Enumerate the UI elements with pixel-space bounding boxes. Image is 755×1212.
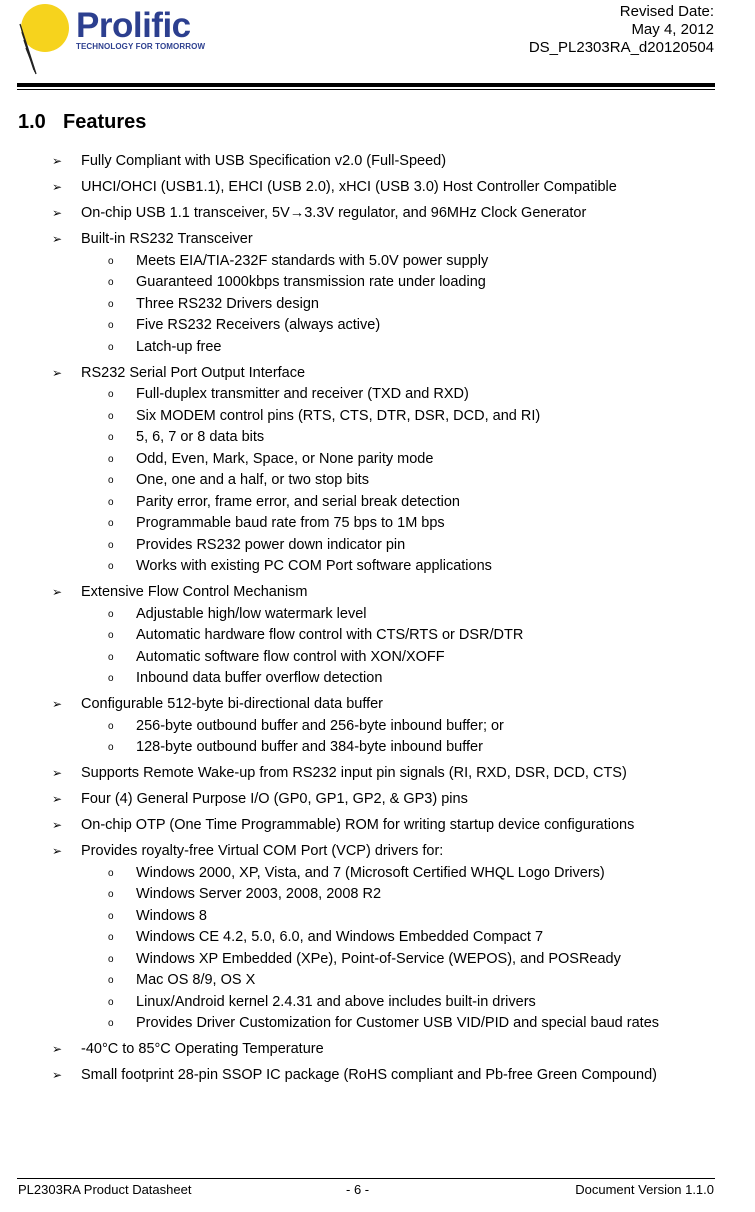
- section-title: Features: [63, 111, 147, 133]
- feature-subitem-text: Odd, Even, Mark, Space, or None parity mode: [136, 450, 434, 467]
- feature-subitem-text: Windows 8: [136, 907, 207, 924]
- feature-item: [0, 363, 755, 385]
- header-rule-thin: [17, 89, 715, 90]
- feature-subitem: [0, 716, 755, 738]
- circle-bullet-icon: o: [108, 996, 114, 1008]
- feature-text: On-chip OTP (One Time Programmable) ROM for writing startup device configurations: [81, 817, 635, 833]
- feature-subitem-text: Linux/Android kernel 2.4.31 and above includes built-in drivers: [136, 993, 536, 1010]
- feature-subitem-text: Provides Driver Customization for Customer USB VID/PID and special baud rates: [136, 1015, 660, 1031]
- feature-subitem-text: One, one and a half, or two stop bits: [136, 472, 369, 488]
- circle-bullet-icon: o: [108, 889, 114, 900]
- circle-bullet-icon: o: [108, 341, 114, 353]
- revised-date: May 4, 2012: [631, 21, 714, 38]
- footer-version: Document Version 1.1.0: [575, 1182, 714, 1197]
- footer-rule: [17, 1178, 715, 1179]
- feature-subitem-text: Provides RS232 power down indicator pin: [136, 536, 406, 553]
- feature-subitem-text: Three RS232 Drivers design: [136, 295, 319, 312]
- footer-page-number: - 6 -: [346, 1182, 370, 1197]
- circle-bullet-icon: o: [108, 389, 114, 400]
- feature-subitem-text: Windows CE 4.2, 5.0, 6.0, and Windows Embedded Compact 7: [136, 929, 544, 945]
- feature-subitem-text: 5, 6, 7 or 8 data bits: [136, 429, 265, 445]
- feature-subitem-text: 256-byte outbound buffer and 256-byte inbound buffer; or: [136, 717, 504, 734]
- arrowhead-bullet-icon: ➢: [52, 206, 63, 220]
- arrowhead-bullet-icon: ➢: [52, 1042, 63, 1056]
- arrowhead-bullet-icon: ➢: [52, 766, 63, 780]
- circle-bullet-icon: o: [108, 298, 114, 310]
- feature-subitem: [0, 737, 755, 759]
- section-number: 1.0: [18, 111, 46, 133]
- feature-subitem: [0, 470, 755, 492]
- feature-text: Four (4) General Purpose I/O (GP0, GP1, GP2, & GP3) pins: [81, 791, 468, 807]
- circle-bullet-icon: o: [108, 608, 114, 620]
- circle-bullet-icon: o: [108, 867, 114, 879]
- feature-item: [0, 151, 755, 173]
- footer-product: PL2303RA Product Datasheet: [18, 1182, 192, 1197]
- feature-item: [0, 582, 755, 604]
- circle-bullet-icon: o: [108, 453, 114, 465]
- arrowhead-bullet-icon: ➢: [52, 232, 63, 246]
- feature-text: Configurable 512-byte bi-directional data buffer: [81, 696, 384, 712]
- feature-subitem: [0, 272, 755, 294]
- feature-subitem-text: Programmable baud rate from 75 bps to 1M bps: [136, 515, 445, 531]
- revised-label: Revised Date:: [619, 3, 714, 20]
- feature-text: Supports Remote Wake-up from RS232 input pin signals (RI, RXD, DSR, DCD, CTS): [81, 765, 627, 781]
- section-heading: [18, 111, 146, 134]
- feature-subitem: [0, 251, 755, 273]
- arrowhead-bullet-icon: ➢: [52, 818, 63, 832]
- feature-subitem: [0, 884, 755, 906]
- feature-item: [0, 1065, 755, 1087]
- feature-subitem: [0, 427, 755, 449]
- feature-item: [0, 203, 755, 225]
- feature-subitem-text: Windows XP Embedded (XPe), Point-of-Service (WEPOS), and POSReady: [136, 950, 621, 967]
- feature-subitem-text: Guaranteed 1000kbps transmission rate under loading: [136, 274, 486, 290]
- document-id: DS_PL2303RA_d20120504: [528, 39, 714, 56]
- feature-subitem-text: Windows 2000, XP, Vista, and 7 (Microsoft Certified WHQL Logo Drivers): [136, 864, 605, 881]
- feature-subitem: [0, 863, 755, 885]
- arrowhead-bullet-icon: ➢: [52, 1068, 63, 1082]
- revision-block: [529, 3, 714, 57]
- circle-bullet-icon: o: [108, 720, 114, 732]
- feature-subitem: [0, 556, 755, 578]
- feature-subitem-text: Works with existing PC COM Port software applications: [136, 558, 492, 574]
- circle-bullet-icon: o: [108, 255, 114, 267]
- circle-bullet-icon: o: [108, 953, 114, 965]
- circle-bullet-icon: o: [108, 630, 114, 641]
- feature-item: [0, 815, 755, 837]
- feature-subitem-text: Inbound data buffer overflow detection: [136, 670, 383, 686]
- circle-bullet-icon: o: [108, 651, 114, 663]
- circle-bullet-icon: o: [108, 910, 114, 922]
- arrowhead-bullet-icon: ➢: [52, 792, 63, 806]
- arrowhead-bullet-icon: ➢: [52, 365, 63, 380]
- circle-bullet-icon: o: [108, 561, 114, 572]
- feature-item: [0, 229, 755, 251]
- feature-subitem-text: Automatic software flow control with XON/XOFF: [136, 648, 445, 665]
- feature-subitem: [0, 315, 755, 337]
- arrowhead-bullet-icon: ➢: [52, 154, 63, 168]
- feature-subitem: [0, 337, 755, 359]
- feature-item: [0, 789, 755, 811]
- feature-subitem: [0, 970, 755, 992]
- feature-text: Small footprint 28-pin SSOP IC package (RoHS compliant and Pb-free Green Compound): [81, 1067, 657, 1083]
- circle-bullet-icon: o: [108, 277, 114, 288]
- feature-subitem: [0, 625, 755, 647]
- feature-subitem-text: 128-byte outbound buffer and 384-byte inbound buffer: [136, 739, 483, 755]
- feature-subitem-text: Full-duplex transmitter and receiver (TXD and RXD): [136, 386, 469, 402]
- feature-subitem: [0, 449, 755, 471]
- feature-list: [0, 151, 755, 1091]
- feature-subitem: [0, 294, 755, 316]
- feature-subitem-text: Parity error, frame error, and serial break detection: [136, 493, 460, 510]
- prolific-logo: [18, 2, 218, 78]
- feature-text: Provides royalty-free Virtual COM Port (VCP) drivers for:: [81, 843, 444, 859]
- circle-bullet-icon: o: [108, 320, 114, 331]
- feature-item: [0, 1039, 755, 1061]
- feature-item: [0, 763, 755, 785]
- circle-bullet-icon: o: [108, 673, 114, 684]
- circle-bullet-icon: o: [108, 975, 114, 986]
- feature-text: Extensive Flow Control Mechanism: [81, 584, 308, 600]
- circle-bullet-icon: o: [108, 742, 114, 753]
- circle-bullet-icon: o: [108, 475, 114, 486]
- feature-subitem: [0, 668, 755, 690]
- feature-text: UHCI/OHCI (USB1.1), EHCI (USB 2.0), xHCI (USB 3.0) Host Controller Compatible: [81, 179, 617, 195]
- circle-bullet-icon: o: [108, 1018, 114, 1029]
- feature-item: [0, 841, 755, 863]
- feature-subitem-text: Five RS232 Receivers (always active): [136, 317, 381, 333]
- header-rule-thick: [17, 83, 715, 87]
- brand-name: Prolific: [76, 6, 191, 45]
- circle-bullet-icon: o: [108, 410, 114, 422]
- feature-subitem: [0, 949, 755, 971]
- feature-subitem: [0, 1013, 755, 1035]
- feature-subitem: [0, 992, 755, 1014]
- feature-subitem: [0, 906, 755, 928]
- feature-subitem: [0, 604, 755, 626]
- feature-text: Fully Compliant with USB Specification v2.0 (Full-Speed): [81, 153, 447, 169]
- arrowhead-bullet-icon: ➢: [52, 585, 63, 599]
- arrowhead-bullet-icon: ➢: [52, 180, 63, 194]
- feature-item: [0, 694, 755, 716]
- page-header: [0, 0, 755, 90]
- feature-subitem-text: Automatic hardware flow control with CTS/RTS or DSR/DTR: [136, 627, 524, 643]
- circle-bullet-icon: o: [108, 539, 114, 551]
- feature-text: On-chip USB 1.1 transceiver, 5V→3.3V regulator, and 96MHz Clock Generator: [81, 205, 587, 221]
- feature-subitem: [0, 927, 755, 949]
- feature-subitem-text: Mac OS 8/9, OS X: [136, 972, 256, 988]
- feature-subitem: [0, 384, 755, 406]
- feature-subitem-text: Meets EIA/TIA-232F standards with 5.0V power supply: [136, 252, 489, 269]
- feature-subitem-text: Adjustable high/low watermark level: [136, 605, 367, 622]
- circle-bullet-icon: o: [108, 932, 114, 943]
- feature-text: -40°C to 85°C Operating Temperature: [81, 1041, 324, 1057]
- feature-text: Built-in RS232 Transceiver: [81, 231, 253, 247]
- logo-sun-icon: [18, 2, 78, 78]
- feature-subitem: [0, 647, 755, 669]
- circle-bullet-icon: o: [108, 432, 114, 443]
- arrowhead-bullet-icon: ➢: [52, 697, 63, 711]
- arrowhead-bullet-icon: ➢: [52, 844, 63, 858]
- feature-subitem: [0, 406, 755, 428]
- feature-subitem: [0, 535, 755, 557]
- feature-subitem-text: Latch-up free: [136, 338, 222, 355]
- circle-bullet-icon: o: [108, 496, 114, 508]
- feature-subitem-text: Windows Server 2003, 2008, 2008 R2: [136, 886, 382, 902]
- feature-subitem-text: Six MODEM control pins (RTS, CTS, DTR, DSR, DCD, and RI): [136, 407, 541, 424]
- feature-item: [0, 177, 755, 199]
- feature-text: RS232 Serial Port Output Interface: [81, 364, 306, 381]
- brand-tagline: TECHNOLOGY FOR TOMORROW: [76, 42, 206, 51]
- circle-bullet-icon: o: [108, 518, 114, 529]
- feature-subitem: [0, 513, 755, 535]
- feature-subitem: [0, 492, 755, 514]
